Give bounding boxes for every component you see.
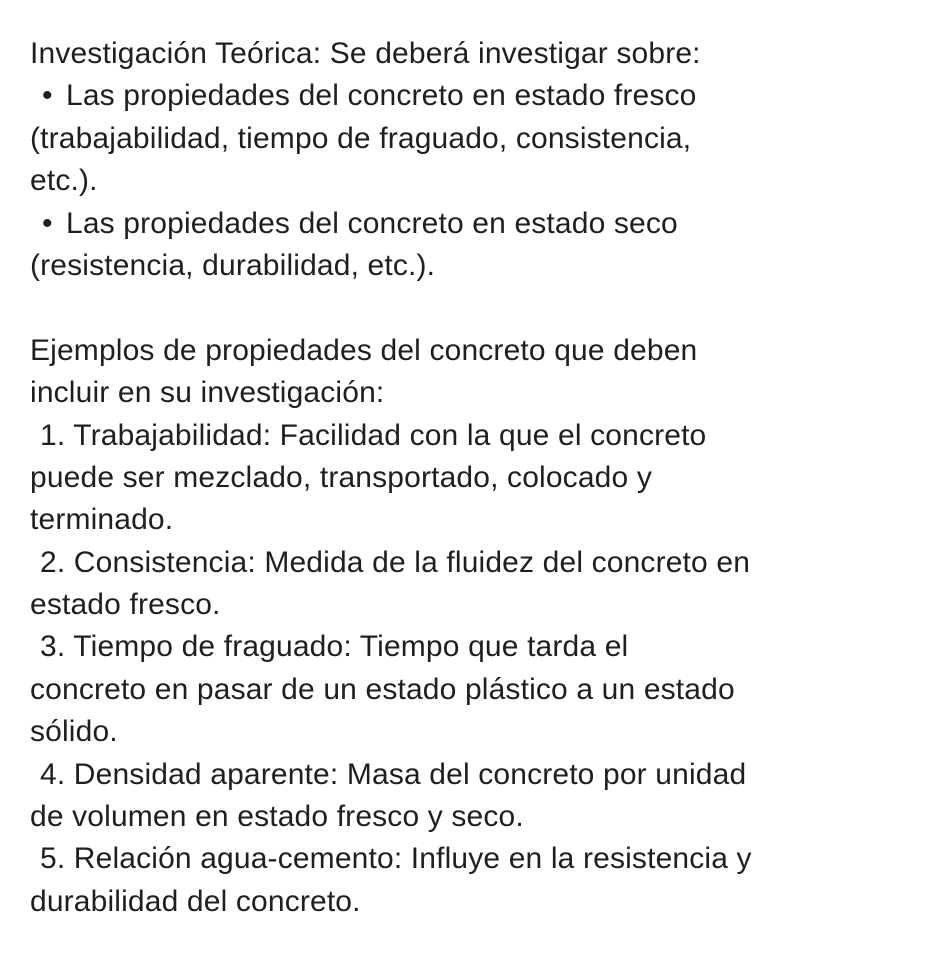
bullet-first-line	[30, 75, 930, 117]
numbered-item-line: concreto en pasar de un estado plástico a un estado	[30, 672, 735, 706]
bullet-text: Las propiedades del concreto en estado seco	[66, 206, 678, 240]
bullet-first-line	[30, 203, 930, 245]
bullet-text-line: etc.).	[30, 164, 98, 198]
intro-paragraph	[30, 330, 930, 415]
bullet-item	[30, 75, 930, 202]
numbered-item	[30, 838, 930, 923]
numbered-item-line: puede ser mezclado, transportado, colocado y	[30, 460, 652, 494]
paragraph-spacer	[30, 287, 930, 329]
numbered-item	[30, 415, 930, 542]
numbered-item-line: de volumen en estado fresco y seco.	[30, 800, 524, 834]
bullet-text: Las propiedades del concreto en estado fresco	[66, 79, 697, 113]
bullet-text-line: (trabajabilidad, tiempo de fraguado, consistencia,	[30, 121, 692, 155]
numbered-item-line: durabilidad del concreto.	[30, 884, 361, 918]
numbered-item-line: 2. Consistencia: Medida de la fluidez del concreto en	[40, 545, 751, 579]
bullet-dot-icon: •	[42, 79, 53, 113]
numbered-item-line: 5. Relación agua-cemento: Influye en la resistencia y	[40, 842, 752, 876]
numbered-item-line: 4. Densidad aparente: Masa del concreto por unidad	[40, 757, 747, 791]
intro-line: incluir en su investigación:	[30, 376, 385, 410]
numbered-item	[30, 754, 930, 839]
numbered-item-line: estado fresco.	[30, 588, 221, 622]
document-body	[30, 33, 930, 923]
heading: Investigación Teórica: Se deberá investigar sobre:	[30, 37, 701, 70]
numbered-item-line: 1. Trabajabilidad: Facilidad con la que el concreto	[40, 418, 707, 452]
numbered-item-line: sólido.	[30, 715, 118, 749]
bullet-item	[30, 203, 930, 288]
bullet-text-line: (resistencia, durabilidad, etc.).	[30, 248, 436, 282]
bullet-dot-icon: •	[42, 206, 53, 240]
numbered-item	[30, 626, 930, 753]
intro-line: Ejemplos de propiedades del concreto que deben	[30, 333, 698, 367]
numbered-item-line: 3. Tiempo de fraguado: Tiempo que tarda el	[40, 630, 629, 664]
numbered-item	[30, 542, 930, 627]
numbered-item-line: terminado.	[30, 503, 174, 537]
